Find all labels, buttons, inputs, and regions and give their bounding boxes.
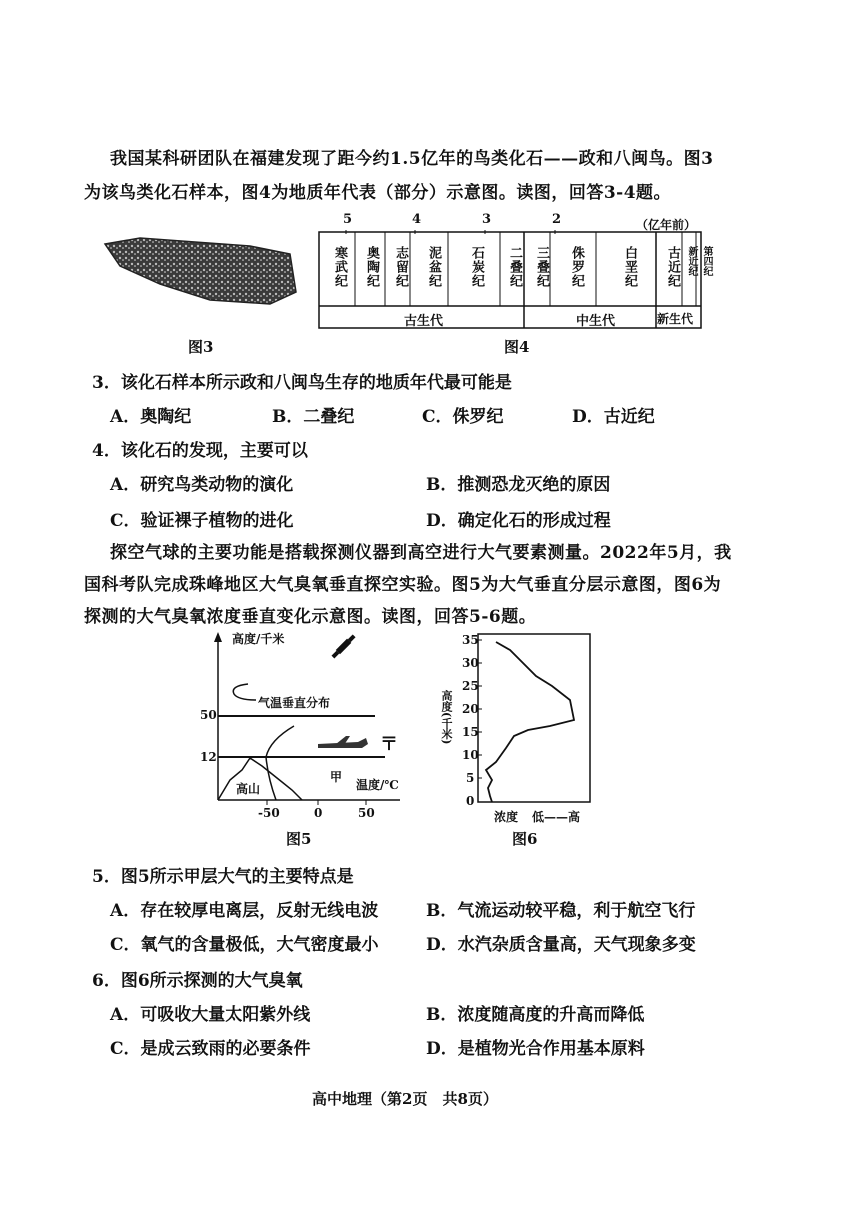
intro1-line1: 我国某科研团队在福建发现了距今约1.5亿年的鸟类化石——政和八闽鸟。图3 [110, 149, 714, 169]
fig5-ytick: 12 [200, 750, 217, 764]
period-label: 石炭纪 [469, 246, 484, 288]
era-label: 古生代 [404, 314, 444, 329]
intro2-line2: 国科考队完成珠峰地区大气臭氧垂直探空实验。图5为大气垂直分层示意图，图6为 [84, 575, 722, 595]
q6-option-b: B．浓度随高度的升高而降低 [426, 1005, 645, 1025]
q3-option-b: B．二叠纪 [272, 407, 355, 427]
fig6-ytick: 30 [462, 656, 479, 670]
period-label: 古近纪 [665, 246, 680, 288]
q6-option-c: C．是成云致雨的必要条件 [110, 1039, 311, 1059]
period-label: 新近纪 [686, 246, 697, 276]
fig3-caption: 图3 [188, 338, 214, 356]
fig6-ytick: 5 [466, 771, 475, 785]
fig6-xlabel-right: 低——高 [532, 810, 581, 824]
q4-stem: 4．该化石的发现，主要可以 [92, 441, 308, 461]
period-label: 三叠纪 [534, 246, 549, 288]
fig6-caption: 图6 [512, 830, 538, 848]
fig5-xtick: 50 [358, 806, 375, 820]
q5-stem: 5．图5所示甲层大气的主要特点是 [92, 867, 354, 887]
fig5-layer-label: 甲 [330, 770, 343, 784]
q3-option-a: A．奥陶纪 [110, 407, 192, 427]
q6-stem: 6．图6所示探测的大气臭氧 [92, 971, 303, 991]
fig6-ytick: 35 [462, 633, 479, 647]
period-label: 泥盆纪 [426, 246, 441, 288]
q5-option-b: B．气流运动较平稳，利于航空飞行 [426, 901, 696, 921]
q4-option-b: B．推测恐龙灭绝的原因 [426, 475, 611, 495]
intro2-line1: 探空气球的主要功能是搭载探测仪器到高空进行大气要素测量。2022年5月，我 [110, 543, 732, 563]
period-label: 白垩纪 [622, 246, 637, 288]
fig6-ylabel: 高度(千米) [440, 690, 453, 745]
fig5-mark: 〒 [380, 734, 398, 755]
fig6-ytick: 0 [466, 794, 475, 808]
fig6-xlabel-left: 浓度 [494, 810, 519, 824]
q5-option-d: D．水汽杂质含量高，天气现象多变 [426, 935, 696, 955]
period-label: 志留纪 [393, 246, 408, 288]
period-label: 第四纪 [701, 246, 712, 276]
page-footer: 高中地理（第2页 共8页） [312, 1090, 498, 1108]
fig5-ylabel: 高度/千米 [232, 632, 285, 646]
fig5-xtick: 0 [314, 806, 323, 820]
fig4-caption: 图4 [504, 338, 530, 356]
fig4-tick: 2 [552, 212, 562, 227]
period-label: 寒武纪 [332, 246, 347, 288]
q6-option-a: A．可吸收大量太阳紫外线 [110, 1005, 311, 1025]
fig5-curve-label: 气温垂直分布 [258, 696, 331, 710]
fig5-xtick: -50 [258, 806, 280, 820]
fig4-tick: 4 [412, 212, 422, 227]
q3-option-d: D．古近纪 [572, 407, 655, 427]
fig4-tick: 3 [482, 212, 492, 227]
fig6-ytick: 10 [462, 748, 479, 762]
q4-option-a: A．研究鸟类动物的演化 [110, 475, 294, 495]
period-label: 侏罗纪 [569, 246, 584, 288]
intro2-line3: 探测的大气臭氧浓度垂直变化示意图。读图，回答5-6题。 [84, 607, 537, 627]
era-label: 新生代 [657, 312, 694, 326]
q4-option-c: C．验证裸子植物的进化 [110, 511, 294, 531]
q3-stem: 3．该化石样本所示政和八闽鸟生存的地质年代最可能是 [92, 373, 512, 393]
fig5-caption: 图5 [286, 830, 312, 848]
fig4-unit: （亿年前） [636, 218, 697, 232]
fig6-ytick: 25 [462, 679, 479, 693]
era-label: 中生代 [576, 314, 616, 329]
fig4-tick: 5 [343, 212, 353, 227]
fig5-mountain-label: 高山 [236, 782, 261, 796]
q4-option-d: D．确定化石的形成过程 [426, 511, 611, 531]
period-label: 二叠纪 [507, 246, 522, 288]
period-label: 奥陶纪 [364, 246, 379, 288]
q5-option-c: C．氧气的含量极低，大气密度最小 [110, 935, 379, 955]
q6-option-d: D．是植物光合作用基本原料 [426, 1039, 645, 1059]
fig5-ytick: 50 [200, 708, 217, 722]
fig5-xlabel: 温度/℃ [356, 778, 399, 792]
q5-option-a: A．存在较厚电离层，反射无线电波 [110, 901, 379, 921]
intro1-line2: 为该鸟类化石样本，图4为地质年代表（部分）示意图。读图，回答3-4题。 [84, 183, 672, 203]
fig5-diagram [190, 630, 410, 830]
fig6-ytick: 20 [462, 702, 479, 716]
q3-option-c: C．侏罗纪 [422, 407, 504, 427]
fossil-image [100, 232, 300, 312]
fig6-ytick: 15 [462, 725, 479, 739]
